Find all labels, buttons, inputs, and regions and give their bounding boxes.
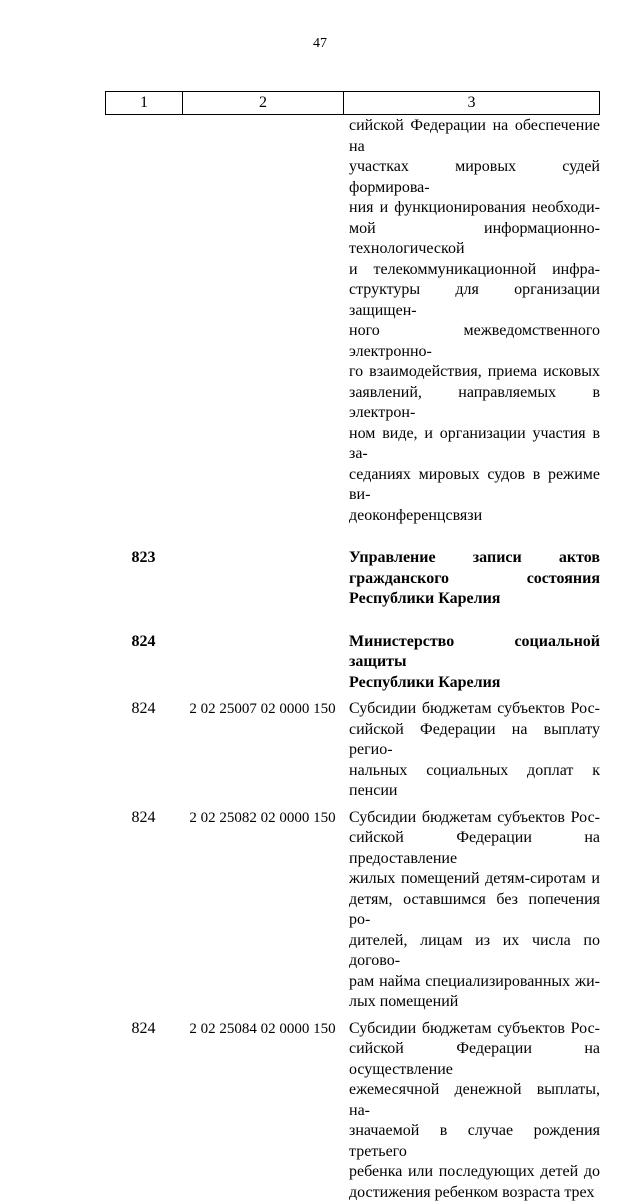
row-description — [343, 699, 600, 802]
text-line: Управление записи актов — [349, 548, 600, 569]
text-line: участках мировых судей формирова- — [349, 157, 600, 198]
text-line: гражданского состояния — [349, 569, 600, 590]
text-line: Республики Карелия — [349, 589, 600, 610]
text-line: ребенка или последующих детей до — [349, 1162, 600, 1183]
text-line: достижения ребенком возраста трех — [349, 1183, 600, 1203]
row-spacer — [105, 526, 600, 548]
text-line: Республики Карелия — [349, 673, 600, 694]
row-kbk — [182, 548, 343, 610]
text-line: мой информационно-технологической — [349, 219, 600, 260]
text-line: сийской Федерации на осуществление — [349, 1039, 600, 1080]
text-line: детям, оставшимся без попечения ро- — [349, 890, 600, 931]
table-row — [105, 1019, 600, 1203]
table-row — [105, 632, 600, 694]
row-code: 823 — [105, 548, 182, 610]
row-kbk: 2 02 25084 02 0000 150 — [182, 1019, 343, 1203]
text-line: жилых помещений детям-сиротам и — [349, 869, 600, 890]
text-line: Субсидии бюджетам субъектов Рос- — [349, 1019, 600, 1040]
table-row-continuation — [105, 116, 600, 526]
header-col-1: 1 — [106, 92, 183, 114]
text-line: ном виде, и организации участия в за- — [349, 424, 600, 465]
page-number: 47 — [0, 36, 640, 52]
row-code: 824 — [105, 1019, 182, 1203]
table-row — [105, 699, 600, 802]
text-line: рам найма специализированных жи- — [349, 972, 600, 993]
table-header — [105, 91, 600, 115]
row-spacer — [105, 610, 600, 632]
text-line: сийской Федерации на обеспечение на — [349, 116, 600, 157]
text-line: дителей, лицам из их числа по догово- — [349, 931, 600, 972]
text-line: Министерство социальной защиты — [349, 632, 600, 673]
row-code: 824 — [105, 808, 182, 1013]
text-line: заявлений, направляемых в электрон- — [349, 383, 600, 424]
table-row — [105, 548, 600, 610]
continuation-text — [343, 116, 600, 526]
row-code: 824 — [105, 632, 182, 694]
text-line: сийской Федерации на предоставление — [349, 828, 600, 869]
row-description — [343, 548, 600, 610]
row-description — [343, 632, 600, 694]
header-col-3: 3 — [344, 92, 599, 114]
table-row — [105, 808, 600, 1013]
row-kbk: 2 02 25007 02 0000 150 — [182, 699, 343, 802]
text-line: ного межведомственного электронно- — [349, 321, 600, 362]
text-line: го взаимодействия, приема исковых — [349, 362, 600, 383]
text-line: деоконференцсвязи — [349, 506, 600, 527]
table-body — [105, 116, 600, 1203]
row-description — [343, 1019, 600, 1203]
text-line: Субсидии бюджетам субъектов Рос- — [349, 699, 600, 720]
text-line: и телекоммуникационной инфра- — [349, 260, 600, 281]
text-line: значаемой в случае рождения третьего — [349, 1121, 600, 1162]
header-col-2: 2 — [183, 92, 344, 114]
text-line: сийской Федерации на выплату регио- — [349, 720, 600, 761]
text-line: ежемесячной денежной выплаты, на- — [349, 1080, 600, 1121]
text-line: нальных социальных доплат к пенсии — [349, 761, 600, 802]
row-kbk — [182, 632, 343, 694]
row-kbk: 2 02 25082 02 0000 150 — [182, 808, 343, 1013]
row-code: 824 — [105, 699, 182, 802]
text-line: структуры для организации защищен- — [349, 280, 600, 321]
text-line: Субсидии бюджетам субъектов Рос- — [349, 808, 600, 829]
row-description — [343, 808, 600, 1013]
text-line: лых помещений — [349, 992, 600, 1013]
text-line: ния и функционирования необходи- — [349, 198, 600, 219]
text-line: седаниях мировых судов в режиме ви- — [349, 465, 600, 506]
